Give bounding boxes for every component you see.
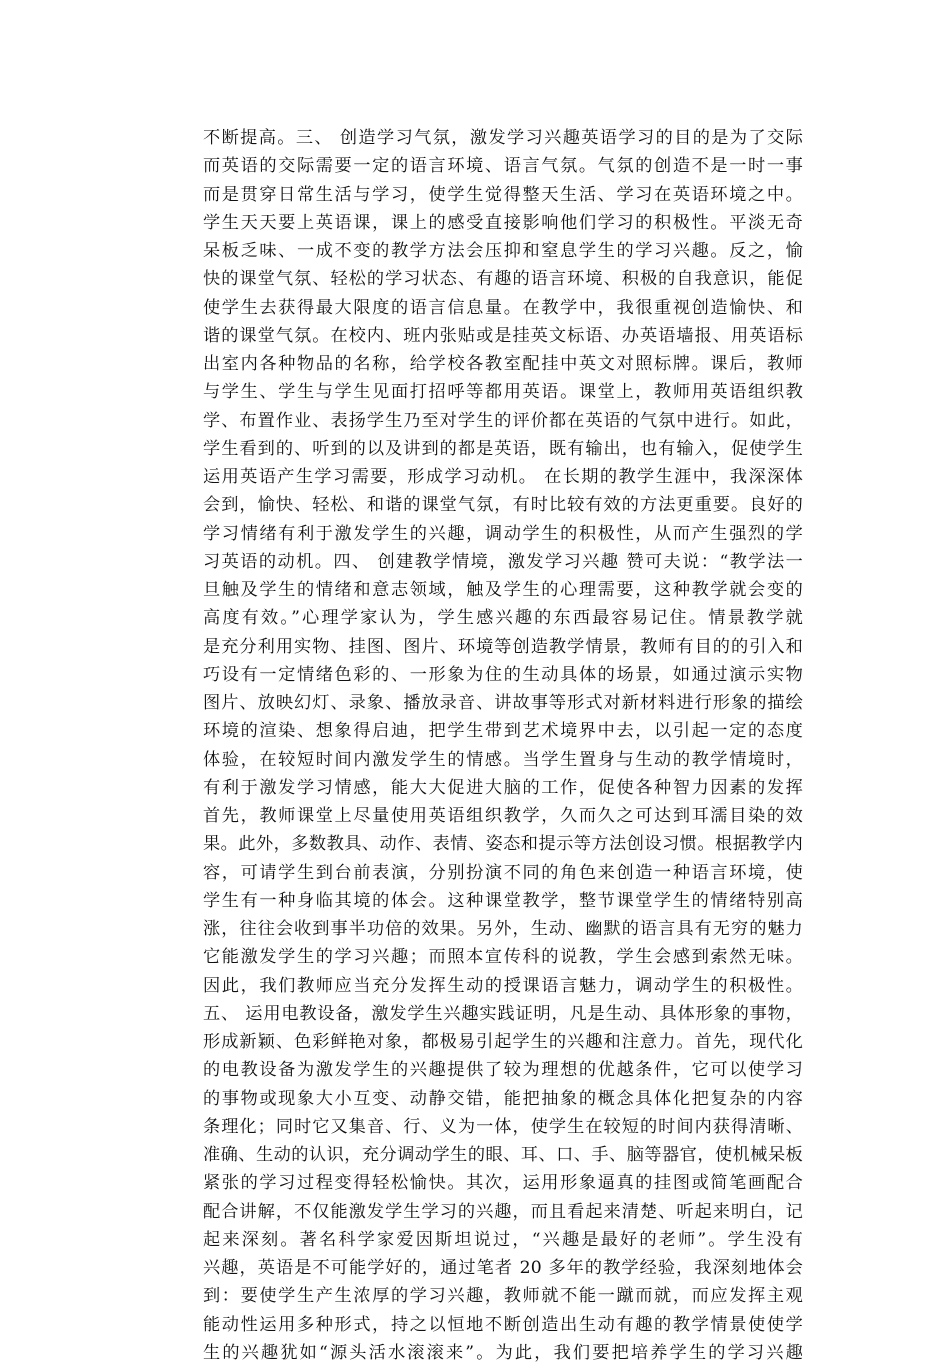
text-line: 运用英语产生学习需要，形成学习动机。 在长期的教学生涯中，我深深体	[203, 467, 803, 487]
body-text	[203, 124, 803, 1367]
text-line: 是充分利用实物、挂图、图片、环境等创造教学情景，教师有目的的引入和	[203, 636, 803, 657]
text-line: 能动性运用多种形式，持之以恒地不断创造出生动有趣的教学情景使使学	[203, 1314, 803, 1335]
text-line: 涨，往往会收到事半功倍的效果。另外，生动、幽默的语言具有无穷的魅力	[203, 919, 803, 939]
text-line: 使学生去获得最大限度的语言信息量。在教学中，我很重视创造愉快、和	[203, 297, 803, 318]
text-line: 学生有一种身临其境的体会。这种课堂教学，整节课堂学生的情绪特别高	[203, 890, 803, 911]
text-line: 五、 运用电教设备，激发学生兴趣实践证明，凡是生动、具体形象的事物，	[203, 1003, 803, 1024]
text-line: 配合讲解，不仅能激发学生学习的兴趣，而且看起来清楚、听起来明白，记	[203, 1201, 803, 1222]
text-line: 学生天天要上英语课，课上的感受直接影响他们学习的积极性。平淡无奇	[203, 212, 803, 233]
text-line: 紧张的学习过程变得轻松愉快。其次，运用形象逼真的挂图或简笔画配合	[203, 1173, 803, 1194]
text-line: 学生看到的、听到的以及讲到的都是英语，既有输出，也有输入，促使学生	[203, 438, 803, 459]
text-line: 而英语的交际需要一定的语言环境、语言气氛。气氛的创造不是一时一事	[203, 156, 803, 177]
text-line: 起来深刻。著名科学家爱因斯坦说过，“兴趣是最好的老师”。学生没有	[203, 1229, 803, 1250]
text-line: 到：要使学生产生浓厚的学习兴趣，教师就不能一蹴而就，而应发挥主观	[203, 1286, 803, 1307]
text-line: 学习情绪有利于激发学生的兴趣，调动学生的积极性，从而产生强烈的学	[203, 523, 803, 544]
text-line: 的事物或现象大小互变、动静交错，能把抽象的概念具体化把复杂的内容	[203, 1088, 803, 1109]
text-line: 旦触及学生的情绪和意志领域，触及学生的心理需要，这种教学就会变的	[203, 580, 803, 600]
text-line: 呆板乏味、一成不变的教学方法会压抑和窒息学生的学习兴趣。反之，愉	[203, 241, 803, 261]
text-line: 兴趣，英语是不可能学好的，通过笔者 20 多年的教学经验，我深刻地体会	[203, 1258, 803, 1278]
text-line: 环境的渲染、想象得启迪，把学生带到艺术境界中去，以引起一定的态度	[203, 721, 803, 742]
text-line: 快的课堂气氛、轻松的学习状态、有趣的语言环境、积极的自我意识，能促	[203, 269, 803, 290]
text-line: 与学生、学生与学生见面打招呼等都用英语。课堂上，教师用英语组织教	[203, 382, 803, 403]
text-line: 条理化；同时它又集音、行、义为一体，使学生在较短的时间内获得清晰、	[203, 1116, 803, 1137]
text-line: 高度有效。”心理学家认为，学生感兴趣的东西最容易记住。情景教学就	[203, 608, 803, 629]
text-line: 准确、生动的认识，充分调动学生的眼、耳、口、手、脑等器官，使机械呆板	[203, 1145, 803, 1165]
text-line: 不断提高。三、 创造学习气氛，激发学习兴趣英语学习的目的是为了交际	[203, 128, 803, 148]
text-line: 学、布置作业、表扬学生乃至对学生的评价都在英语的气氛中进行。如此，	[203, 410, 803, 431]
text-line: 的电教设备为激发学生的兴趣提供了较为理想的优越条件，它可以使学习	[203, 1060, 803, 1081]
text-line: 图片、放映幻灯、录象、播放录音、讲故事等形式对新材料进行形象的描绘	[203, 693, 803, 713]
text-line: 有利于激发学习情感，能大大促进大脑的工作，促使各种智力因素的发挥	[203, 777, 803, 798]
text-line: 因此，我们教师应当充分发挥生动的授课语言魅力，调动学生的积极性。	[203, 975, 803, 996]
text-line: 果。此外，多数教具、动作、表情、姿态和提示等方法创设习惯。根据教学内	[203, 834, 803, 855]
text-line: 出室内各种物品的名称，给学校各教室配挂中英文对照标牌。课后，教师	[203, 354, 803, 374]
text-line: 习英语的动机。四、 创建教学情境，激发学习兴趣 赞可夫说：“教学法一	[203, 551, 803, 572]
text-line: 容，可请学生到台前表演，分别扮演不同的角色来创造一种语言环境，使	[203, 862, 803, 883]
text-line: 谐的课堂气氛。在校内、班内张贴或是挂英文标语、办英语墙报、用英语标	[203, 325, 803, 346]
text-line: 会到，愉快、轻松、和谐的课堂气氛，有时比较有效的方法更重要。良好的	[203, 495, 803, 516]
text-line: 巧设有一定情绪色彩的、一形象为住的生动具体的场景，如通过演示实物	[203, 664, 803, 685]
text-line: 首先，教师课堂上尽量使用英语组织教学，久而久之可达到耳濡目染的效	[203, 806, 803, 826]
text-line: 形成新颖、色彩鲜艳对象，都极易引起学生的兴趣和注意力。首先，现代化	[203, 1032, 803, 1052]
text-line: 生的兴趣犹如“源头活水滚滚来”。为此，我们要把培养学生的学习兴趣	[203, 1342, 803, 1363]
text-line: 体验，在较短时间内激发学生的情感。当学生置身与生动的教学情境时，	[203, 749, 803, 770]
text-line: 它能激发学生的学习兴趣；而照本宣传科的说教，学生会感到索然无味。	[203, 947, 803, 968]
text-line: 而是贯穿日常生活与学习，使学生觉得整天生活、学习在英语环境之中。	[203, 184, 803, 205]
